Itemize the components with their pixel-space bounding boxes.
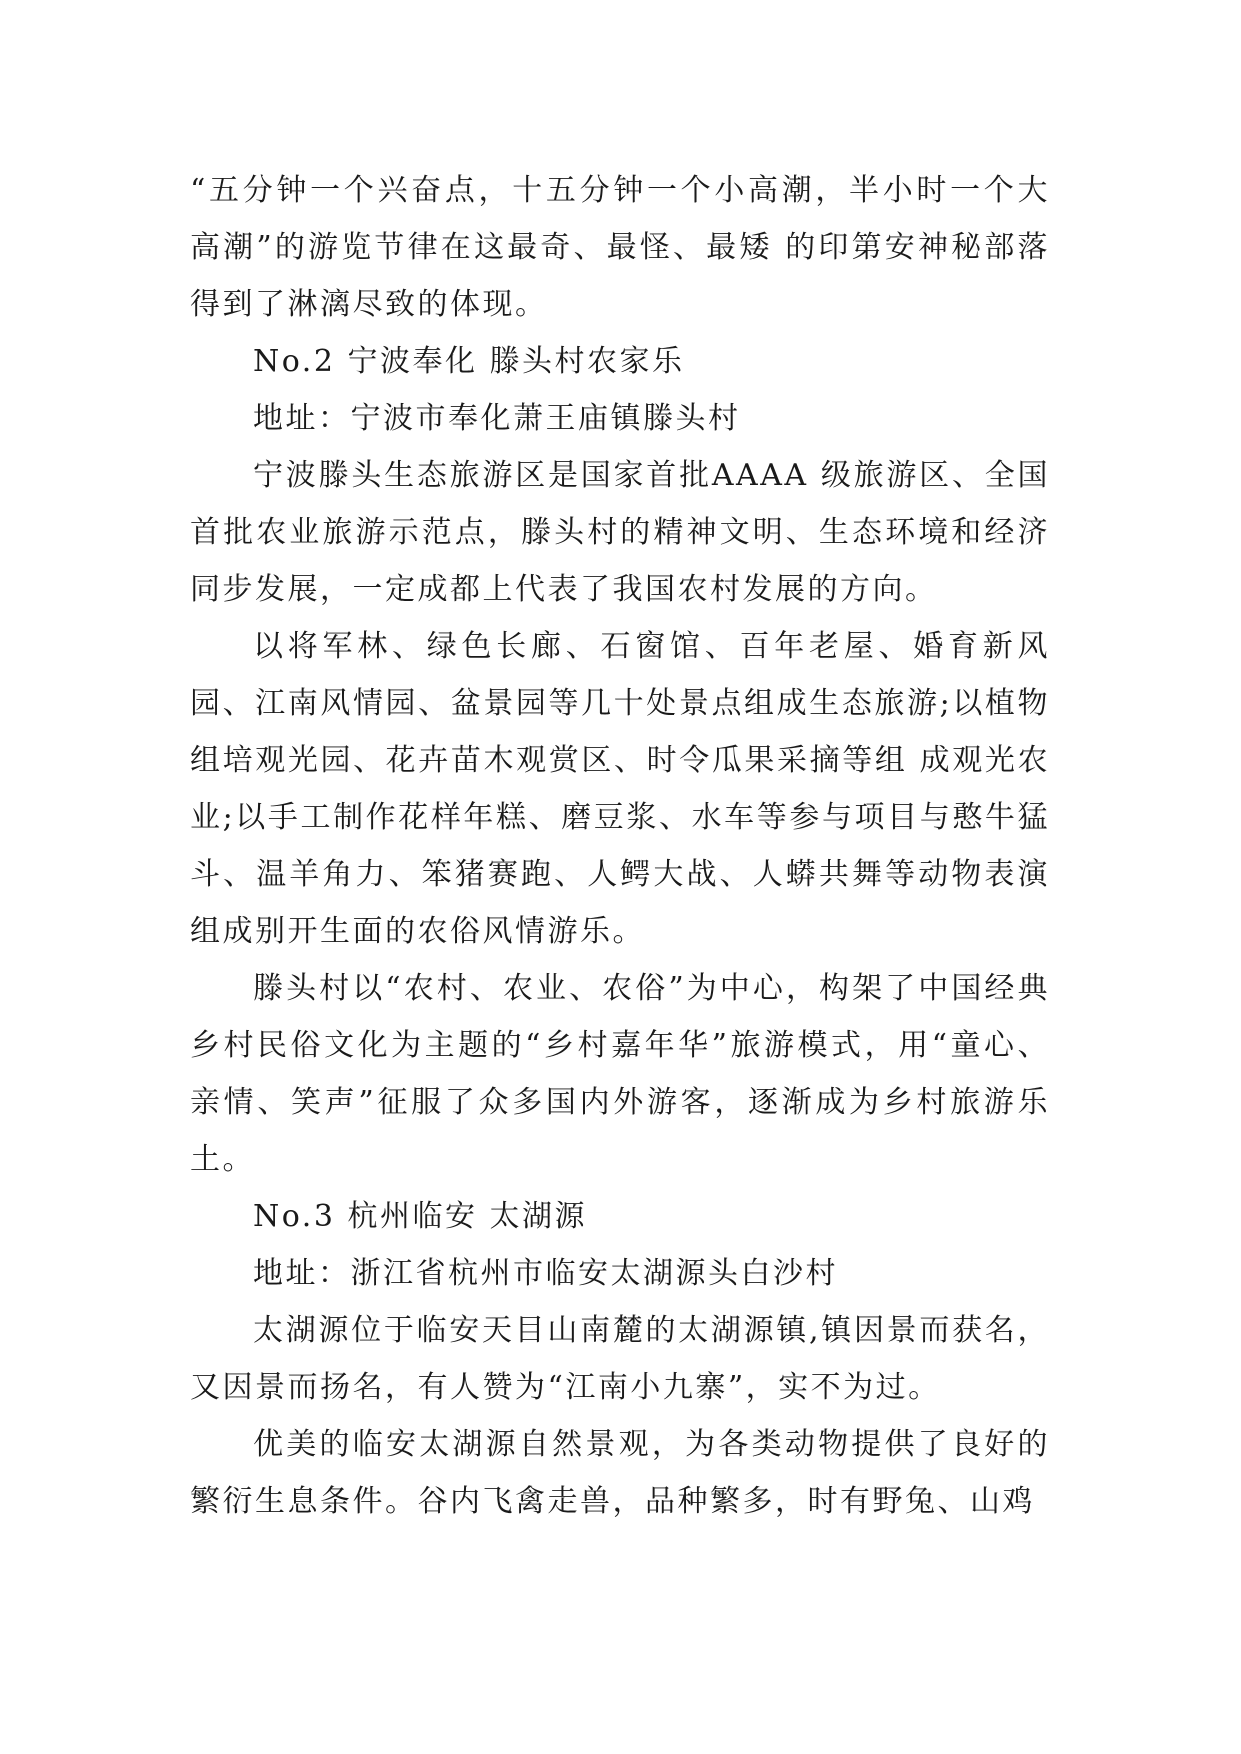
paragraph-continuation: “五分钟一个兴奋点，十五分钟一个小高潮，半小时一个大高潮”的游览节律在这最奇、最怪、最矮 的印第安神秘部落得到了淋漓尽致的体现。 (190, 173, 1050, 322)
paragraph-taihuyuan-intro: 太湖源位于临安天目山南麓的太湖源镇,镇因景而获名，又因景而扬名，有人赞为“江南小九寨”，实不为过。 (190, 1313, 1050, 1405)
paragraph-tengtou-attractions: 以将军林、绿色长廊、石窗馆、百年老屋、婚育新风园、江南风情园、盆景园等几十处景点组成生态旅游;以植物组培观光园、花卉苗木观赏区、时令瓜果采摘等组 成观光农业;以手工制作花样年糕、磨豆浆、水车等参与项目与憨牛猛斗、温羊角力、笨猪赛跑、人鳄大战、人蟒共舞等动物表演组成别开生面的农俗风情游乐。 (190, 629, 1050, 949)
address-line-no3: 地址：浙江省杭州市临安太湖源头白沙村 (253, 1256, 838, 1291)
paragraph-taihuyuan-wildlife: 优美的临安太湖源自然景观，为各类动物提供了良好的繁衍生息条件。谷内飞禽走兽，品种繁多，时有野兔、山鸡 (190, 1427, 1050, 1519)
section-heading-no2: No.2 宁波奉化 滕头村农家乐 (253, 344, 685, 379)
paragraph-tengtou-model: 滕头村以“农村、农业、农俗”为中心，构架了中国经典乡村民俗文化为主题的“乡村嘉年华”旅游模式，用“童心、亲情、笑声”征服了众多国内外游客，逐渐成为乡村旅游乐土。 (190, 971, 1050, 1177)
section-heading-no3: No.3 杭州临安 太湖源 (253, 1199, 587, 1234)
paragraph-tengtou-intro: 宁波滕头生态旅游区是国家首批AAAA 级旅游区、全国首批农业旅游示范点，滕头村的精神文明、生态环境和经济同步发展，一定成都上代表了我国农村发展的方向。 (190, 458, 1050, 607)
address-line-no2: 地址：宁波市奉化萧王庙镇滕头村 (253, 401, 741, 436)
body-text (190, 162, 1050, 1530)
